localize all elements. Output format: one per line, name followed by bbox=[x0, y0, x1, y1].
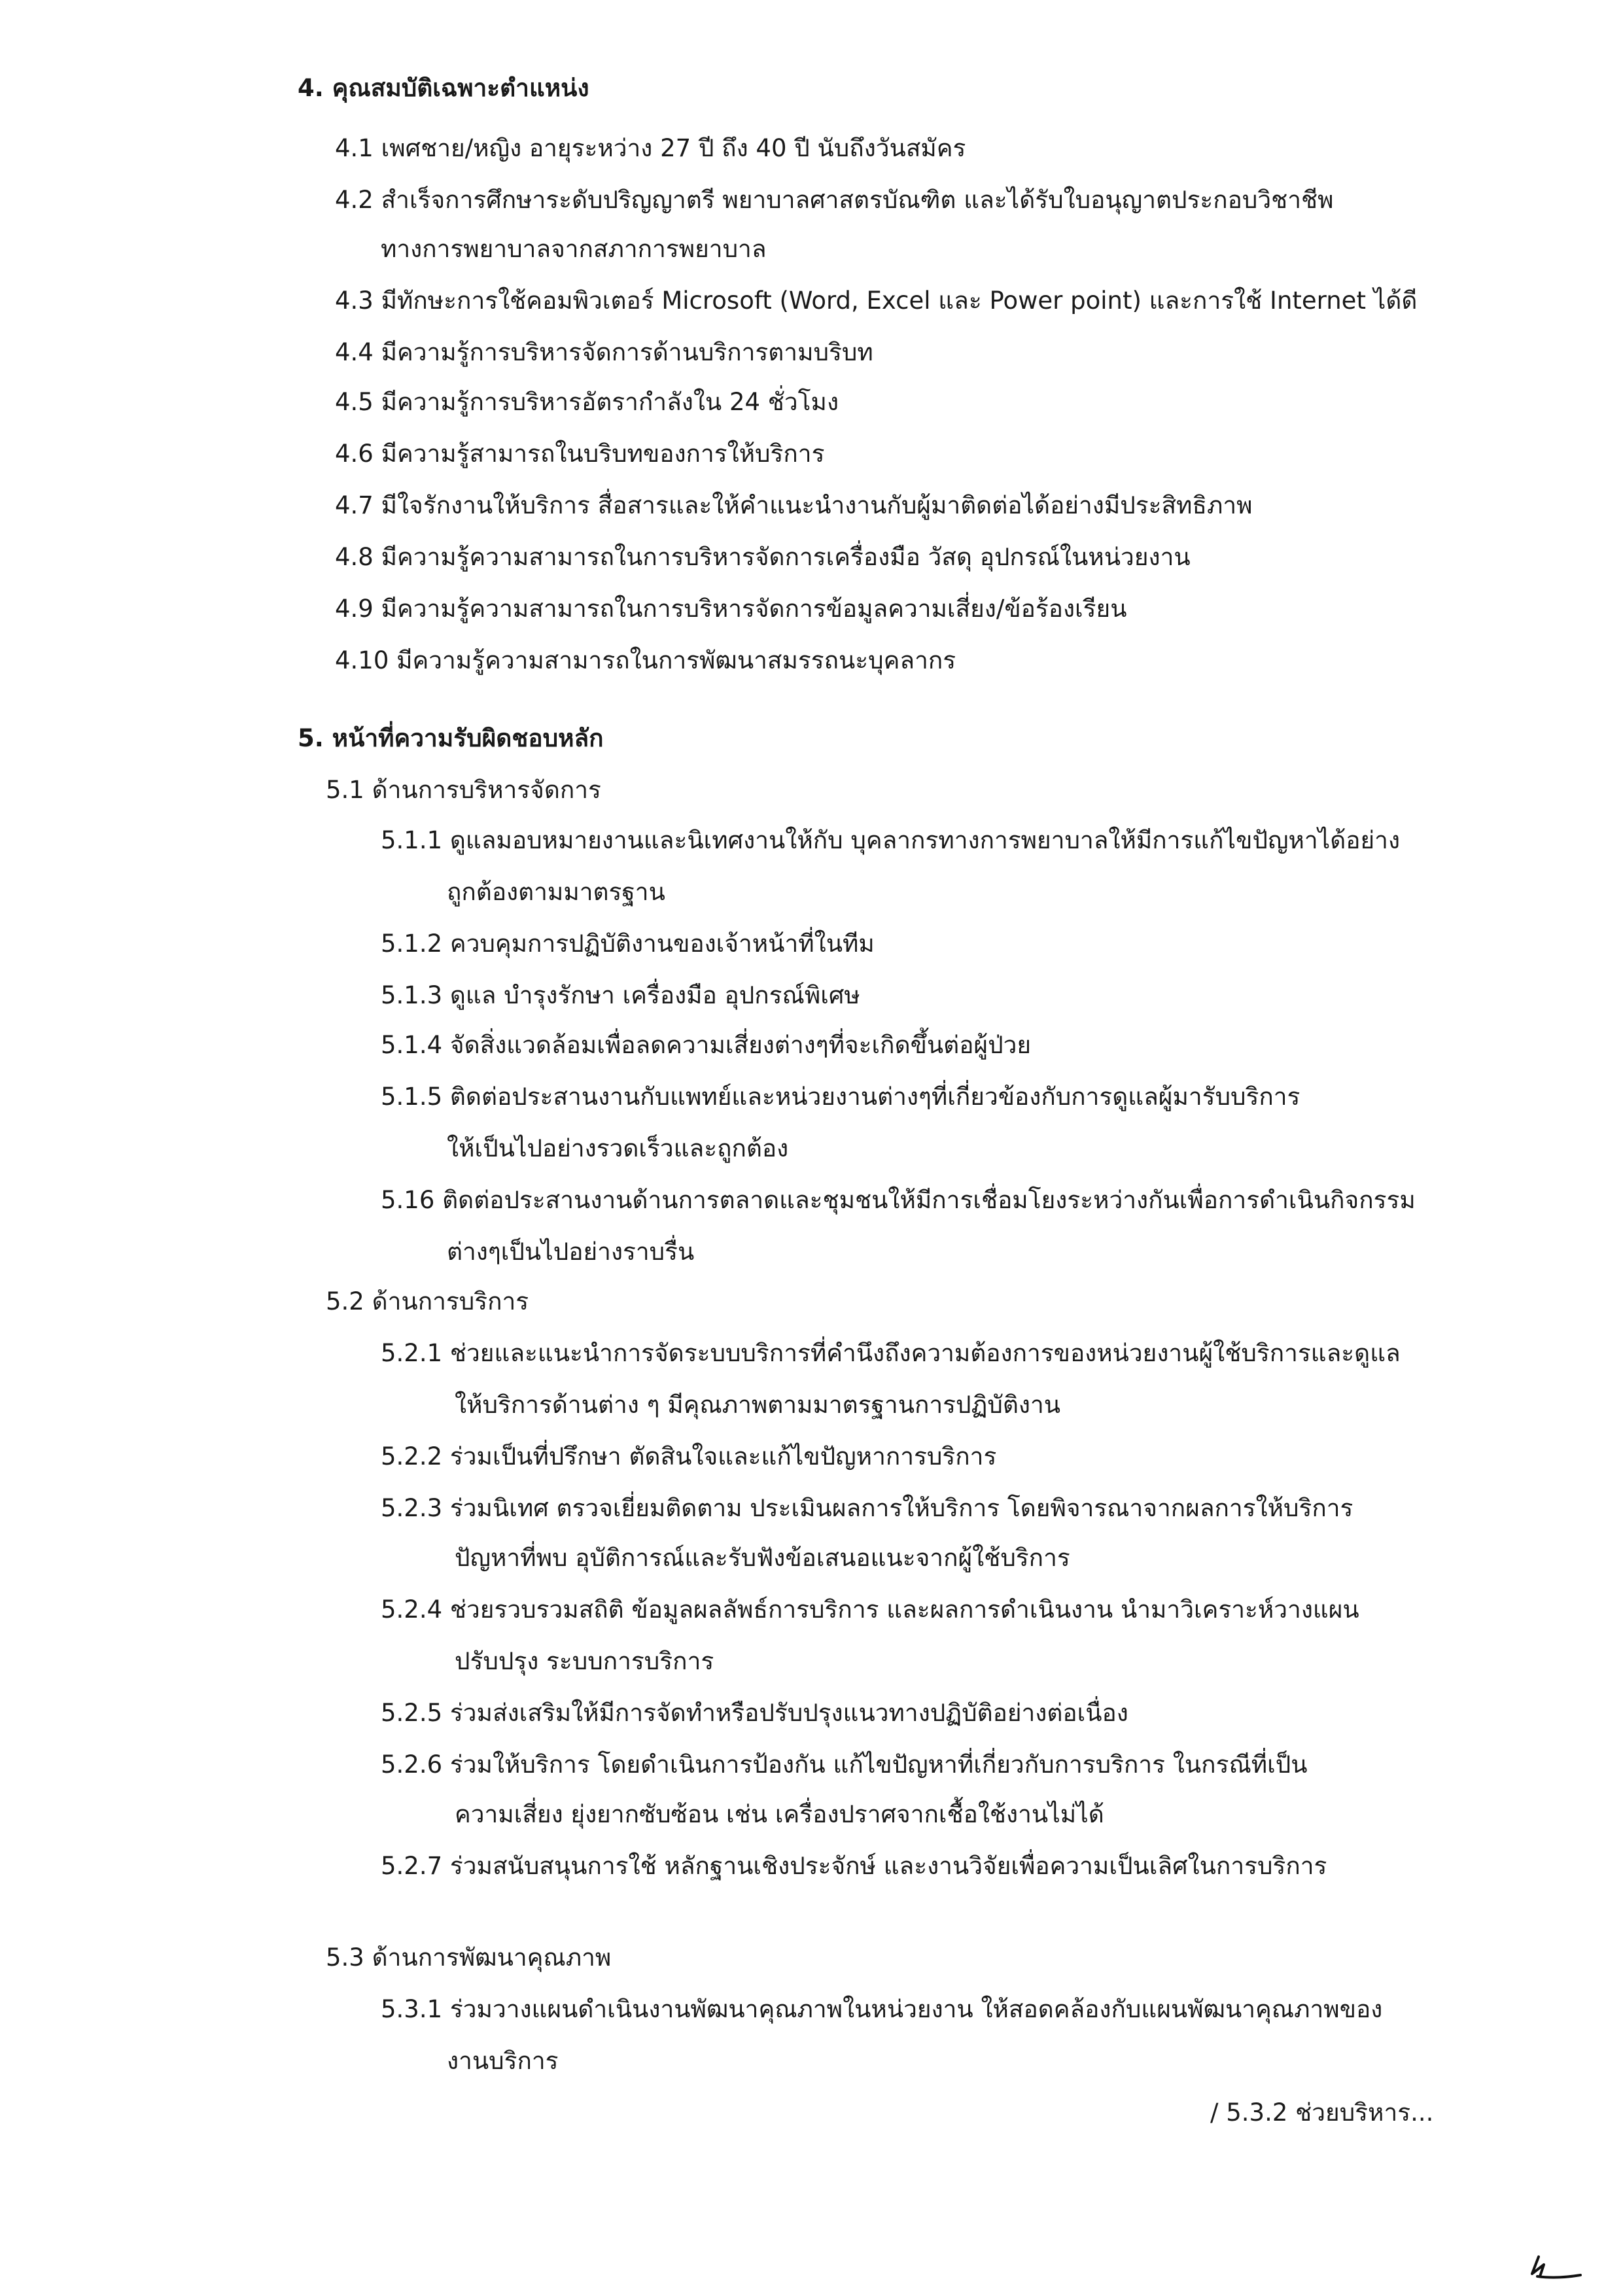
item-4-2-cont: ทางการพยาบาลจากสภาการพยาบาล bbox=[381, 235, 767, 263]
item-4-10: 4.10 มีความรู้ความสามารถในการพัฒนาสมรรถนะบุคลากร bbox=[335, 646, 956, 674]
subsection-5-3-title: 5.3 ด้านการพัฒนาคุณภาพ bbox=[326, 1943, 612, 1972]
item-5-16-cont: ต่างๆเป็นไปอย่างราบรื่น bbox=[447, 1238, 695, 1266]
item-4-7: 4.7 มีใจรักงานให้บริการ สื่อสารและให้คำแนะนำงานกับผู้มาติดต่อได้อย่างมีประสิทธิภาพ bbox=[335, 491, 1253, 519]
item-5-1-3: 5.1.3 ดูแล บำรุงรักษา เครื่องมือ อุปกรณ์พิเศษ bbox=[381, 981, 860, 1009]
item-5-2-4: 5.2.4 ช่วยรวบรวมสถิติ ข้อมูลผลลัพธ์การบริการ และผลการดำเนินงาน นำมาวิเคราะห์วางแผน bbox=[381, 1595, 1359, 1624]
item-5-2-6-cont: ความเสี่ยง ยุ่งยากซับซ้อน เช่น เครื่องปราศจากเชื้อใช้งานไม่ได้ bbox=[455, 1800, 1104, 1828]
item-5-2-1: 5.2.1 ช่วยและแนะนำการจัดระบบบริการที่คำนึงถึงความต้องการของหน่วยงานผู้ใช้บริการและดูแล bbox=[381, 1339, 1401, 1367]
section-5-heading: 5. หน้าที่ความรับผิดชอบหลัก bbox=[298, 724, 604, 752]
section-4-heading: 4. คุณสมบัติเฉพาะตำแหน่ง bbox=[298, 74, 589, 102]
item-5-1-4: 5.1.4 จัดสิ่งแวดล้อมเพื่อลดความเสี่ยงต่างๆที่จะเกิดขึ้นต่อผู้ป่วย bbox=[381, 1031, 1032, 1059]
item-4-1: 4.1 เพศชาย/หญิง อายุระหว่าง 27 ปี ถึง 40 ปี นับถึงวันสมัคร bbox=[335, 134, 966, 162]
item-4-6: 4.6 มีความรู้สามารถในบริบทของการให้บริการ bbox=[335, 440, 825, 468]
item-5-2-3: 5.2.3 ร่วมนิเทศ ตรวจเยี่ยมติดตาม ประเมินผลการให้บริการ โดยพิจารณาจากผลการให้บริการ bbox=[381, 1494, 1353, 1522]
item-5-3-1-cont: งานบริการ bbox=[447, 2047, 559, 2075]
item-5-2-2: 5.2.2 ร่วมเป็นที่ปรึกษา ตัดสินใจและแก้ไขปัญหาการบริการ bbox=[381, 1442, 997, 1470]
signature-icon bbox=[1524, 2250, 1583, 2283]
item-5-2-4-cont: ปรับปรุง ระบบการบริการ bbox=[455, 1647, 714, 1675]
subsection-5-2-title: 5.2 ด้านการบริการ bbox=[326, 1287, 529, 1315]
item-4-9: 4.9 มีความรู้ความสามารถในการบริหารจัดการข้อมูลความเสี่ยง/ข้อร้องเรียน bbox=[335, 595, 1127, 623]
item-5-1-1-cont: ถูกต้องตามมาตรฐาน bbox=[447, 878, 665, 906]
item-5-16: 5.16 ติดต่อประสานงานด้านการตลาดและชุมชนให้มีการเชื่อมโยงระหว่างกันเพื่อการดำเนินกิจกรรม bbox=[381, 1186, 1416, 1214]
item-4-8: 4.8 มีความรู้ความสามารถในการบริหารจัดการเครื่องมือ วัสดุ อุปกรณ์ในหน่วยงาน bbox=[335, 543, 1191, 571]
item-4-4: 4.4 มีความรู้การบริหารจัดการด้านบริการตามบริบท bbox=[335, 338, 873, 366]
item-5-1-2: 5.1.2 ควบคุมการปฏิบัติงานของเจ้าหน้าที่ในทีม bbox=[381, 930, 875, 958]
item-5-3-1: 5.3.1 ร่วมวางแผนดำเนินงานพัฒนาคุณภาพในหน่วยงาน ให้สอดคล้องกับแผนพัฒนาคุณภาพของ bbox=[381, 1995, 1383, 2023]
item-5-2-1-cont: ให้บริการด้านต่าง ๆ มีคุณภาพตามมาตรฐานการปฏิบัติงาน bbox=[455, 1391, 1061, 1419]
item-4-3: 4.3 มีทักษะการใช้คอมพิวเตอร์ Microsoft (Word, Excel และ Power point) และการใช้ Internet ได้ดี bbox=[335, 287, 1418, 315]
item-5-1-5-cont: ให้เป็นไปอย่างรวดเร็วและถูกต้อง bbox=[447, 1134, 789, 1162]
item-5-2-3-cont: ปัญหาที่พบ อุบัติการณ์และรับฟังข้อเสนอแนะจากผู้ใช้บริการ bbox=[455, 1544, 1070, 1572]
item-5-2-5: 5.2.5 ร่วมส่งเสริมให้มีการจัดทำหรือปรับปรุงแนวทางปฏิบัติอย่างต่อเนื่อง bbox=[381, 1699, 1128, 1727]
item-5-2-7: 5.2.7 ร่วมสนับสนุนการใช้ หลักฐานเชิงประจักษ์ และงานวิจัยเพื่อความเป็นเลิศในการบริการ bbox=[381, 1852, 1327, 1880]
item-4-2: 4.2 สำเร็จการศึกษาระดับปริญญาตรี พยาบาลศาสตรบัณฑิต และได้รับใบอนุญาตประกอบวิชาชีพ bbox=[335, 186, 1334, 214]
item-5-2-6: 5.2.6 ร่วมให้บริการ โดยดำเนินการป้องกัน แก้ไขปัญหาที่เกี่ยวกับการบริการ ในกรณีที่เป็น bbox=[381, 1750, 1308, 1779]
continuation-note: / 5.3.2 ช่วยบริหาร... bbox=[1210, 2098, 1434, 2127]
item-4-5: 4.5 มีความรู้การบริหารอัตรากำลังใน 24 ชั่วโมง bbox=[335, 388, 839, 416]
subsection-5-1-title: 5.1 ด้านการบริหารจัดการ bbox=[326, 776, 601, 804]
item-5-1-1: 5.1.1 ดูแลมอบหมายงานและนิเทศงานให้กับ บุคลากรทางการพยาบาลให้มีการแก้ไขปัญหาได้อย่าง bbox=[381, 826, 1401, 854]
item-5-1-5: 5.1.5 ติดต่อประสานงานกับแพทย์และหน่วยงานต่างๆที่เกี่ยวข้องกับการดูแลผู้มารับบริการ bbox=[381, 1083, 1300, 1111]
